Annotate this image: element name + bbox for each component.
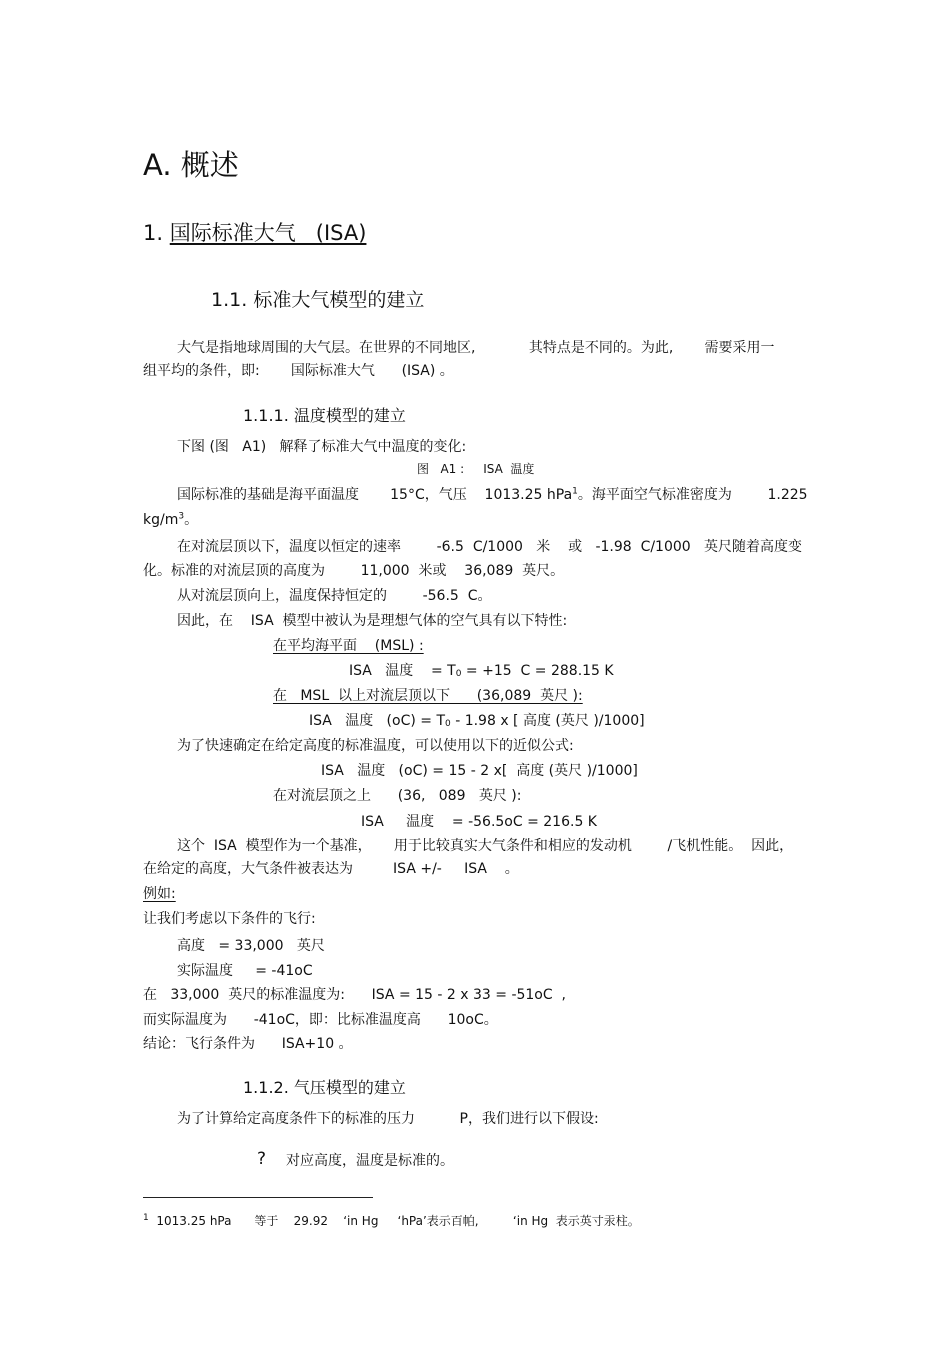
footnote: [143, 1212, 640, 1230]
example-actual-temp: 实际温度 = -41oC: [177, 963, 313, 979]
section-heading-1-1-1: [243, 405, 406, 427]
formula-part: = +15 C = 288.15 K: [461, 663, 614, 679]
therefore-line: 因此，在 ISA 模型中被认为是理想气体的空气具有以下特性:: [177, 613, 568, 629]
footnote-ref: 1: [572, 486, 578, 497]
section-number: 1.: [143, 221, 164, 245]
section-number: 1.1.2.: [243, 1078, 289, 1097]
above-msl-formula: [309, 712, 645, 730]
chapter-title: [143, 147, 239, 183]
msl-label: 在平均海平面 (MSL) :: [273, 638, 424, 654]
example-std-temp: 在 33,000 英尺的标准温度为: ISA = 15 - 2 x 33 = -51oC ,: [143, 987, 567, 1003]
section-heading-1-1-2: [243, 1077, 406, 1099]
chapter-number: A.: [143, 148, 172, 182]
density-unit: kg/m: [143, 512, 179, 528]
approx-intro: 为了快速确定在给定高度的标准温度，可以使用以下的近似公式:: [177, 738, 574, 754]
example-label: 例如:: [143, 886, 176, 902]
section-title: 温度模型的建立: [293, 406, 406, 425]
density-end: 。: [184, 512, 199, 528]
troposphere-line-2: 化。标准的对流层顶的高度为 11,000 米或 36,089 英尺。: [143, 563, 565, 579]
baseline-line-2: 在给定的高度，大气条件被表达为 ISA +/- ISA 。: [143, 861, 519, 877]
isa-basis-line: [177, 486, 808, 504]
formula-subscript: 0: [455, 669, 462, 679]
density-exponent: 3: [178, 511, 185, 522]
section-heading-1-1: [211, 287, 424, 313]
section-title: 国际标准大气 (ISA): [169, 221, 367, 245]
pressure-intro: 为了计算给定高度条件下的标准的压力 P，我们进行以下假设:: [177, 1111, 599, 1127]
figure-reference: 下图 (图 A1) 解释了标准大气中温度的变化:: [177, 439, 467, 455]
example-consider: 让我们考虑以下条件的飞行:: [143, 911, 316, 927]
troposphere-line-1: 在对流层顶以下，温度以恒定的速率 -6.5 C/1000 米 或 -1.98 C/1000 英尺随着高度变: [177, 539, 803, 555]
formula-part: ISA 温度 = T: [349, 663, 456, 679]
section-heading-1: [143, 219, 366, 247]
chapter-title-text: 概述: [180, 148, 239, 182]
section-title: 气压模型的建立: [293, 1078, 406, 1097]
above-trop-label: 在对流层顶之上 (36, 089 英尺 ):: [273, 788, 522, 804]
example-difference: 而实际温度为 -41oC，即：比标准温度高 10oC。: [143, 1012, 498, 1028]
isa-basis-text-2: 。海平面空气标准密度为 1.225: [577, 487, 808, 503]
section-title: 标准大气模型的建立: [253, 289, 425, 311]
example-altitude: 高度 = 33,000 英尺: [177, 938, 325, 954]
intro-line-1: 大气是指地球周围的大气层。在世界的不同地区, 其特点是不同的。为此, 需要采用一: [177, 340, 775, 356]
formula-subscript: 0: [445, 719, 451, 729]
footnote-mark: 1: [143, 1213, 149, 1223]
approx-formula: ISA 温度 (oC) = 15 - 2 x[ 高度 (英尺 )/1000]: [321, 763, 638, 779]
figure-caption: 图 A1 : ISA 温度: [417, 462, 535, 476]
baseline-line-1: 这个 ISA 模型作为一个基准， 用于比较真实大气条件和相应的发动机 /飞机性能。 因此，: [177, 838, 794, 854]
intro-line-2: 组平均的条件，即: 国际标准大气 (ISA) 。: [143, 363, 454, 379]
above-tropopause-line: 从对流层顶向上，温度保持恒定的 -56.5 C。: [177, 588, 492, 604]
bullet-mark: ?: [257, 1149, 267, 1169]
bullet-item: 对应高度，温度是标准的。: [286, 1153, 454, 1169]
msl-formula: [349, 662, 614, 680]
above-msl-label: 在 MSL 以上对流层顶以下 (36,089 英尺 ):: [273, 688, 583, 704]
formula-part: ISA 温度 (oC) = T: [309, 713, 446, 729]
above-trop-formula: ISA 温度 = -56.5oC = 216.5 K: [361, 814, 597, 830]
footnote-divider: [143, 1197, 373, 1198]
isa-basis-text: 国际标准的基础是海平面温度 15°C，气压 1013.25 hPa: [177, 487, 573, 503]
example-conclusion: 结论：飞行条件为 ISA+10 。: [143, 1036, 353, 1052]
density-unit-line: [143, 511, 198, 529]
section-number: 1.1.: [211, 289, 248, 311]
footnote-text: 1013.25 hPa 等于 29.92 ‘in Hg ‘hPa’表示百帕, ‘in Hg 表示英寸汞柱。: [156, 1214, 640, 1228]
section-number: 1.1.1.: [243, 406, 289, 425]
formula-part: - 1.98 x [ 高度 (英尺 )/1000]: [450, 713, 645, 729]
